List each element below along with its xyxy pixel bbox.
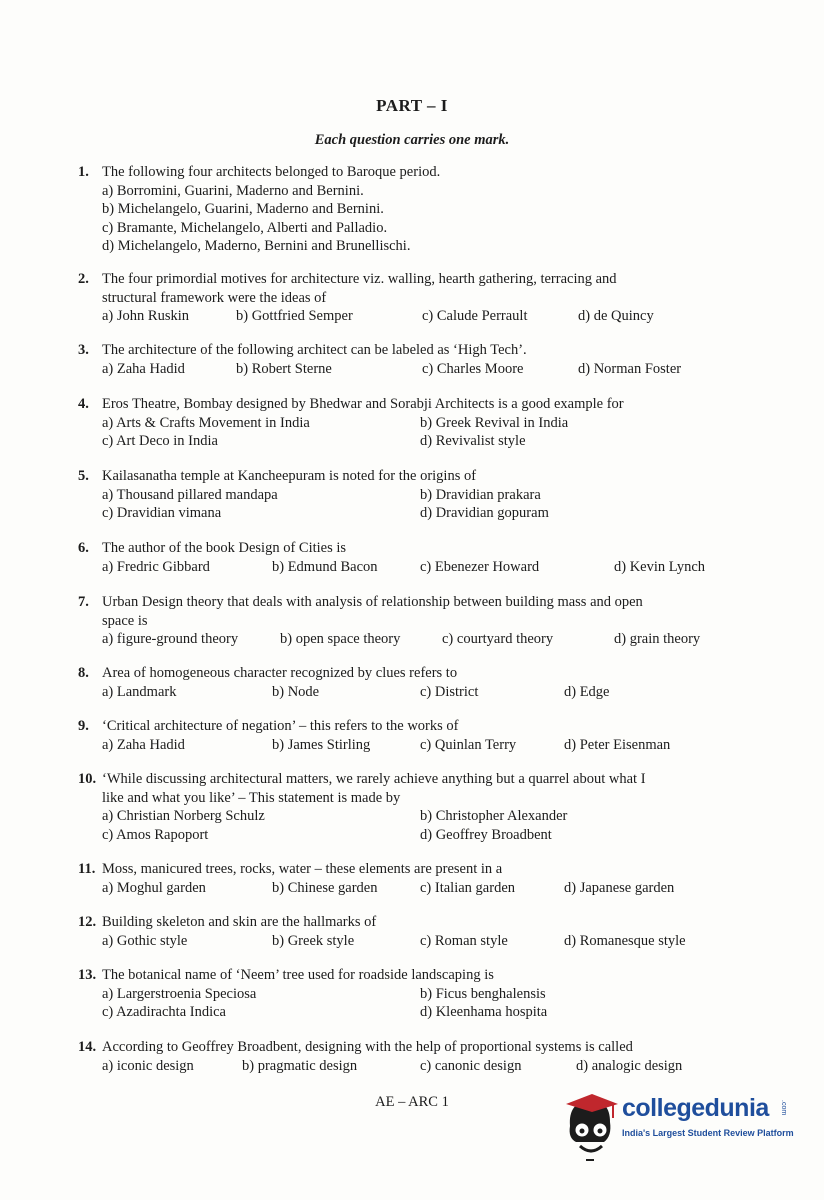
option-d: d) Japanese garden — [564, 879, 675, 896]
brand-domain: .com — [780, 1100, 787, 1116]
options-row — [102, 1057, 738, 1076]
question-number: 13. — [78, 967, 97, 983]
brand-name: collegedunia — [622, 1094, 769, 1122]
options-row — [102, 879, 738, 898]
question-number: 1. — [78, 164, 89, 180]
options-row — [102, 360, 738, 379]
question-14 — [78, 1038, 738, 1075]
question-8 — [78, 664, 738, 701]
option-a: a) figure-ground theory — [102, 631, 239, 648]
option-a: a) Christian Norberg Schulz — [102, 808, 265, 825]
question-number: 10. — [78, 771, 97, 787]
options-row — [102, 683, 738, 702]
option-b: b) Robert Sterne — [236, 360, 332, 377]
option-c: c) Azadirachta Indica — [102, 1004, 226, 1021]
question-11 — [78, 860, 738, 897]
option-b: b) Greek Revival in India — [420, 414, 569, 431]
question-stem-continued: like and what you like’ – This statement is made by — [102, 789, 401, 806]
page-subtitle: Each question carries one mark. — [314, 132, 510, 148]
option-d: d) Geoffrey Broadbent — [420, 826, 552, 843]
option-b: b) Gottfried Semper — [236, 308, 353, 325]
options-row — [102, 736, 738, 755]
question-stem: The botanical name of ‘Neem’ tree used for roadside landscaping is — [102, 967, 494, 983]
option-c: c) Italian garden — [420, 879, 516, 896]
option-d: d) Kleenhama hospita — [420, 1004, 548, 1021]
option-c: c) Amos Rapoport — [102, 826, 209, 843]
option-b: b) James Stirling — [272, 736, 371, 753]
options-row — [102, 1003, 738, 1022]
question-stem: Building skeleton and skin are the hallmarks of — [102, 914, 377, 930]
option-b: b) Chinese garden — [272, 879, 378, 896]
question-stem: Urban Design theory that deals with analysis of relationship between building mass and open — [102, 594, 643, 610]
question-stem: According to Geoffrey Broadbent, designing with the help of proportional systems is called — [102, 1039, 633, 1055]
question-stem: ‘Critical architecture of negation’ – this refers to the works of — [102, 718, 459, 734]
question-number: 12. — [78, 914, 97, 930]
options-row — [102, 504, 738, 523]
option-d: d) Edge — [564, 683, 610, 700]
page-footer-code: AE – ARC 1 — [375, 1094, 449, 1110]
question-number: 5. — [78, 468, 89, 484]
question-13 — [78, 966, 738, 1022]
option-c: c) Dravidian vimana — [102, 505, 222, 522]
option-a: a) Borromini, Guarini, Maderno and Bernini. — [102, 182, 364, 199]
question-stem: Eros Theatre, Bombay designed by Bhedwar and Sorabji Architects is a good example for — [102, 396, 624, 412]
option-d: d) Dravidian gopuram — [420, 505, 549, 522]
option-a: a) Fredric Gibbard — [102, 558, 210, 575]
option-b: b) Ficus benghalensis — [420, 985, 546, 1002]
option-a: a) Arts & Crafts Movement in India — [102, 414, 310, 431]
question-stem-continued: structural framework were the ideas of — [102, 289, 327, 306]
option-c: c) Quinlan Terry — [420, 736, 517, 753]
option-a: a) Gothic style — [102, 932, 188, 949]
question-10 — [78, 770, 738, 844]
question-number: 7. — [78, 594, 89, 610]
question-number: 9. — [78, 718, 89, 734]
option-b: b) Edmund Bacon — [272, 558, 378, 575]
question-stem: Moss, manicured trees, rocks, water – these elements are present in a — [102, 861, 503, 877]
question-stem: ‘While discussing architectural matters, we rarely achieve anything but a quarrel about what I — [102, 771, 646, 787]
question-5 — [78, 467, 738, 523]
option-a: a) Zaha Hadid — [102, 736, 185, 753]
question-2 — [78, 270, 738, 326]
question-stem: The four primordial motives for architecture viz. walling, hearth gathering, terracing and — [102, 271, 617, 287]
option-b: b) Greek style — [272, 932, 355, 949]
options-row — [102, 307, 738, 326]
question-number: 3. — [78, 342, 89, 358]
option-d: d) Michelangelo, Maderno, Bernini and Brunellischi. — [102, 238, 411, 255]
option-a: a) Zaha Hadid — [102, 360, 185, 377]
option-c: c) Roman style — [420, 932, 508, 949]
question-number: 2. — [78, 271, 89, 287]
option-a: a) John Ruskin — [102, 308, 189, 325]
options-row — [102, 630, 738, 649]
option-d: d) Norman Foster — [578, 360, 682, 377]
student-mascot-icon — [560, 1086, 622, 1176]
option-c: c) canonic design — [420, 1057, 522, 1074]
options-row — [102, 985, 738, 1004]
question-stem: Kailasanatha temple at Kancheepuram is noted for the origins of — [102, 468, 477, 484]
options-row — [102, 432, 738, 451]
options-row — [102, 932, 738, 951]
option-a: a) iconic design — [102, 1057, 194, 1074]
options-row — [102, 558, 738, 577]
question-12 — [78, 913, 738, 950]
option-b: b) open space theory — [280, 631, 401, 648]
option-d: d) Peter Eisenman — [564, 736, 671, 753]
question-number: 11. — [78, 861, 96, 877]
option-c: c) Calude Perrault — [422, 308, 528, 325]
collegedunia-watermark — [560, 1086, 800, 1176]
question-7 — [78, 593, 738, 649]
option-d: d) Kevin Lynch — [614, 558, 706, 575]
question-number: 6. — [78, 540, 89, 556]
option-a: a) Thousand pillared mandapa — [102, 486, 278, 503]
option-c: c) Bramante, Michelangelo, Alberti and Palladio. — [102, 219, 388, 236]
option-d: d) de Quincy — [578, 308, 654, 325]
option-d: d) grain theory — [614, 631, 701, 648]
question-3 — [78, 341, 738, 378]
option-a: a) Largerstroenia Speciosa — [102, 985, 257, 1002]
option-d: d) analogic design — [576, 1057, 683, 1074]
question-number: 14. — [78, 1039, 97, 1055]
option-c: c) District — [420, 683, 479, 700]
options-row — [102, 826, 738, 845]
question-9 — [78, 717, 738, 754]
option-b: b) Christopher Alexander — [420, 808, 568, 825]
option-c: c) Charles Moore — [422, 360, 524, 377]
option-b: b) Michelangelo, Guarini, Maderno and Bernini. — [102, 201, 384, 218]
option-d: d) Romanesque style — [564, 932, 686, 949]
brand-tagline: India's Largest Student Review Platform — [622, 1128, 794, 1138]
option-c: c) courtyard theory — [442, 631, 554, 648]
option-c: c) Ebenezer Howard — [420, 558, 540, 575]
question-stem: The architecture of the following architect can be labeled as ‘High Tech’. — [102, 342, 527, 358]
question-stem: Area of homogeneous character recognized by clues refers to — [102, 665, 458, 681]
options-row — [102, 486, 738, 505]
question-number: 8. — [78, 665, 89, 681]
option-c: c) Art Deco in India — [102, 433, 218, 450]
options-row — [102, 414, 738, 433]
question-stem: The author of the book Design of Cities is — [102, 540, 347, 556]
question-stem-continued: space is — [102, 612, 148, 629]
question-1 — [78, 163, 738, 256]
question-6 — [78, 539, 738, 576]
question-4 — [78, 395, 738, 451]
options-row — [102, 807, 738, 826]
question-number: 4. — [78, 396, 89, 412]
option-d: d) Revivalist style — [420, 433, 526, 450]
question-stem: The following four architects belonged to Baroque period. — [102, 164, 441, 180]
option-b: b) Dravidian prakara — [420, 486, 541, 503]
option-a: a) Landmark — [102, 683, 177, 700]
page-title: PART – I — [376, 96, 448, 115]
option-b: b) Node — [272, 683, 320, 700]
option-a: a) Moghul garden — [102, 879, 206, 896]
option-b: b) pragmatic design — [242, 1057, 358, 1074]
